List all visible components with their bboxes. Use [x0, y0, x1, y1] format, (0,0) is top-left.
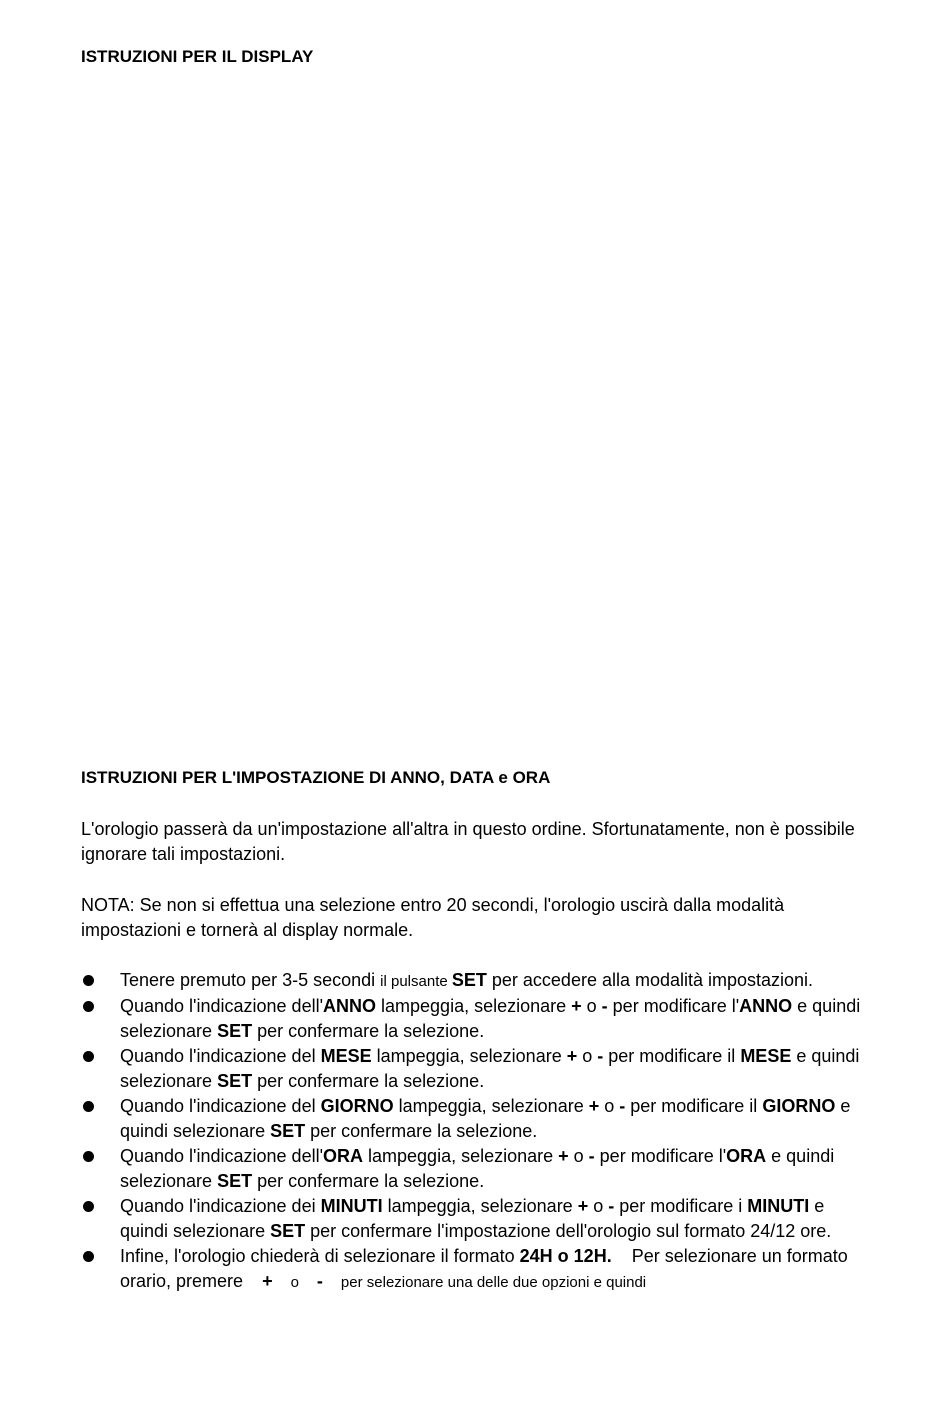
step-keyword: GIORNO — [320, 1096, 394, 1116]
bullet-icon — [83, 1101, 94, 1112]
plus-key: + — [571, 996, 582, 1016]
list-item — [81, 1194, 871, 1244]
step-text: e quindi selezionare — [120, 996, 861, 1041]
list-item — [81, 968, 871, 994]
section-title-display: ISTRUZIONI PER IL DISPLAY — [81, 47, 314, 66]
step-text: Quando l'indicazione dell' — [120, 996, 324, 1016]
step-text: per confermare la selezione. — [252, 1021, 485, 1041]
step-text: o — [599, 1096, 620, 1116]
step-text: Quando l'indicazione del — [120, 1096, 321, 1116]
step-keyword: SET — [451, 970, 487, 990]
list-item — [81, 1094, 871, 1144]
step-keyword: ORA — [323, 1146, 364, 1166]
bullet-icon — [83, 1201, 94, 1212]
settings-steps-list — [81, 968, 871, 1295]
minus-key: - — [619, 1096, 626, 1116]
step-text: o — [577, 1046, 598, 1066]
step-text: lampeggia, selezionare — [363, 1146, 559, 1166]
step-text: o — [581, 996, 602, 1016]
step-keyword: MINUTI — [320, 1196, 383, 1216]
list-item — [81, 1044, 871, 1094]
step-keyword: ORA — [726, 1146, 767, 1166]
set-key: SET — [270, 1221, 306, 1241]
step-text: per modificare l' — [594, 1146, 727, 1166]
step-keyword: MESE — [320, 1046, 372, 1066]
bullet-icon — [83, 1251, 94, 1262]
step-text: per confermare l'impostazione dell'orologio sul formato 24/12 ore. — [305, 1221, 832, 1241]
step-text: o — [588, 1196, 609, 1216]
step-text: e quindi selezionare — [120, 1096, 851, 1141]
step-text: per selezionare una delle due opzioni e quindi — [340, 1274, 647, 1291]
step-text: Infine, l'orologio chiederà di selezionare il formato — [120, 1246, 520, 1266]
minus-key: - — [608, 1196, 615, 1216]
step-keyword: ANNO — [739, 996, 793, 1016]
set-key: SET — [217, 1071, 253, 1091]
bullet-icon — [83, 1051, 94, 1062]
step-text: e quindi selezionare — [120, 1146, 835, 1191]
section-title-settings: ISTRUZIONI PER L'IMPOSTAZIONE DI ANNO, DATA e ORA — [81, 768, 551, 787]
step-text: per modificare i — [614, 1196, 748, 1216]
plus-key: + — [577, 1196, 589, 1216]
step-text: per modificare il — [603, 1046, 741, 1066]
step-text: Quando l'indicazione del — [120, 1046, 321, 1066]
step-keyword: GIORNO — [762, 1096, 836, 1116]
intro-paragraph — [81, 817, 871, 867]
step-text: per confermare la selezione. — [252, 1071, 485, 1091]
step-text: per modificare l' — [607, 996, 740, 1016]
step-text: lampeggia, selezionare — [371, 1046, 567, 1066]
minus-key: - — [588, 1146, 595, 1166]
step-text: Quando l'indicazione dei — [120, 1196, 321, 1216]
plus-key: + — [566, 1046, 578, 1066]
plus-key: + — [588, 1096, 600, 1116]
step-text: per confermare la selezione. — [252, 1171, 485, 1191]
set-key: SET — [217, 1171, 253, 1191]
intro-text: L'orologio passerà da un'impostazione all'altra in questo ordine. Sfortunatamente, non è possibile ignorare tali impostazioni. — [81, 819, 855, 864]
step-text: lampeggia, selezionare — [393, 1096, 589, 1116]
step-text: Per selezionare un formato orario, premere — [120, 1246, 853, 1291]
minus-key: - — [316, 1271, 323, 1291]
note-paragraph — [81, 893, 871, 943]
step-text: Quando l'indicazione dell' — [120, 1146, 324, 1166]
bullet-icon — [83, 1151, 94, 1162]
list-item — [81, 1244, 871, 1295]
step-text: e quindi selezionare — [120, 1196, 825, 1241]
step-text: e quindi selezionare — [120, 1046, 860, 1091]
step-keyword: 24H o 12H. — [519, 1246, 612, 1266]
step-keyword: ANNO — [323, 996, 377, 1016]
minus-key: - — [601, 996, 608, 1016]
step-text: lampeggia, selezionare — [376, 996, 572, 1016]
list-item — [81, 994, 871, 1044]
step-keyword: MINUTI — [747, 1196, 810, 1216]
step-text: Tenere premuto per 3-5 secondi — [120, 970, 381, 990]
list-item — [81, 1144, 871, 1194]
step-text: o — [568, 1146, 589, 1166]
step-keyword: MESE — [740, 1046, 792, 1066]
step-text: o — [290, 1274, 299, 1291]
plus-key: + — [558, 1146, 569, 1166]
step-text: per confermare la selezione. — [305, 1121, 538, 1141]
plus-key: + — [262, 1271, 273, 1291]
set-key: SET — [217, 1021, 253, 1041]
minus-key: - — [597, 1046, 604, 1066]
set-key: SET — [270, 1121, 306, 1141]
bullet-icon — [83, 1001, 94, 1012]
step-text: lampeggia, selezionare — [382, 1196, 578, 1216]
note-text: NOTA: Se non si effettua una selezione entro 20 secondi, l'orologio uscirà dalla modalità impostazioni e tornerà al display normale. — [81, 895, 785, 940]
step-text: il pulsante — [380, 973, 452, 990]
step-text: per accedere alla modalità impostazioni. — [486, 970, 814, 990]
bullet-icon — [83, 975, 94, 986]
step-text: per modificare il — [625, 1096, 763, 1116]
